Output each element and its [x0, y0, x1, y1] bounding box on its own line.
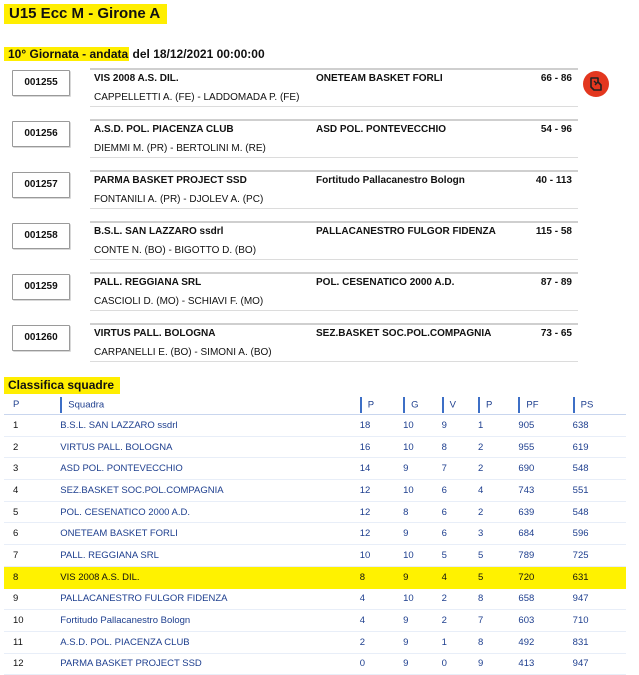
points-for-cell: 639 — [518, 501, 572, 523]
away-team: POL. CESENATICO 2000 A.D. — [316, 277, 455, 288]
divider — [90, 106, 578, 107]
match-item — [12, 119, 578, 157]
table-row — [4, 566, 626, 588]
team-link[interactable]: B.S.L. SAN LAZZARO ssdrl — [60, 415, 359, 437]
losses-cell: 2 — [478, 458, 518, 480]
points-cell: 4 — [360, 610, 403, 632]
points-against-cell: 710 — [573, 610, 626, 632]
divider — [90, 170, 578, 172]
col-points-for: PF — [518, 395, 572, 415]
points-against-cell: 551 — [573, 480, 626, 502]
position-cell: 2 — [4, 436, 60, 458]
points-against-cell: 596 — [573, 523, 626, 545]
home-team: VIRTUS PALL. BOLOGNA — [94, 328, 216, 339]
team-link[interactable]: PARMA BASKET PROJECT SSD — [60, 653, 359, 675]
round-date: del 18/12/2021 00:00:00 — [132, 47, 265, 61]
match-code-button[interactable]: 001260 — [12, 325, 70, 351]
referee-report-icon[interactable] — [583, 71, 609, 97]
wins-cell: 5 — [442, 545, 478, 567]
team-link[interactable]: SEZ.BASKET SOC.POL.COMPAGNIA — [60, 480, 359, 502]
team-link[interactable]: POL. CESENATICO 2000 A.D. — [60, 501, 359, 523]
games-cell: 9 — [403, 653, 441, 675]
divider — [90, 208, 578, 209]
home-team: A.S.D. POL. PIACENZA CLUB — [94, 124, 234, 135]
col-games: G — [403, 395, 441, 415]
points-cell: 4 — [360, 588, 403, 610]
points-against-cell: 619 — [573, 436, 626, 458]
position-cell: 4 — [4, 480, 60, 502]
table-row — [4, 523, 626, 545]
points-against-cell: 548 — [573, 501, 626, 523]
points-for-cell: 684 — [518, 523, 572, 545]
match-item — [12, 221, 578, 259]
match-score: 66 - 86 — [540, 73, 572, 84]
points-for-cell: 658 — [518, 588, 572, 610]
divider — [90, 221, 578, 223]
referees: CASCIOLI D. (MO) - SCHIAVI F. (MO) — [94, 296, 264, 307]
losses-cell: 2 — [478, 501, 518, 523]
losses-cell: 5 — [478, 545, 518, 567]
games-cell: 9 — [403, 631, 441, 653]
points-against-cell: 947 — [573, 653, 626, 675]
position-cell: 1 — [4, 415, 60, 437]
games-cell: 10 — [403, 415, 441, 437]
points-cell: 12 — [360, 501, 403, 523]
table-row — [4, 415, 626, 437]
away-team: Fortitudo Pallacanestro Bologn — [316, 175, 465, 186]
away-team: PALLACANESTRO FULGOR FIDENZA — [316, 226, 496, 237]
wins-cell: 8 — [442, 436, 478, 458]
match-score: 54 - 96 — [540, 124, 572, 135]
points-against-cell: 725 — [573, 545, 626, 567]
position-cell: 12 — [4, 653, 60, 675]
games-cell: 8 — [403, 501, 441, 523]
wins-cell: 7 — [442, 458, 478, 480]
away-team: ASD POL. PONTEVECCHIO — [316, 124, 447, 135]
table-row — [4, 610, 626, 632]
points-for-cell: 720 — [518, 566, 572, 588]
divider — [90, 157, 578, 158]
match-score: 87 - 89 — [540, 277, 572, 288]
points-cell: 10 — [360, 545, 403, 567]
games-cell: 10 — [403, 436, 441, 458]
games-cell: 9 — [403, 523, 441, 545]
table-row — [4, 653, 626, 675]
referees: CARPANELLI E. (BO) - SIMONI A. (BO) — [94, 347, 272, 358]
wins-cell: 1 — [442, 631, 478, 653]
points-for-cell: 789 — [518, 545, 572, 567]
home-team: B.S.L. SAN LAZZARO ssdrl — [94, 226, 224, 237]
match-item — [12, 272, 578, 310]
divider — [90, 68, 578, 70]
match-item — [12, 68, 578, 106]
losses-cell: 8 — [478, 588, 518, 610]
match-score: 40 - 113 — [535, 175, 572, 186]
losses-cell: 9 — [478, 653, 518, 675]
points-cell: 14 — [360, 458, 403, 480]
losses-cell: 8 — [478, 631, 518, 653]
position-cell: 5 — [4, 501, 60, 523]
losses-cell: 7 — [478, 610, 518, 632]
wins-cell: 6 — [442, 480, 478, 502]
table-row — [4, 588, 626, 610]
games-cell: 9 — [403, 566, 441, 588]
referees: CONTE N. (BO) - BIGOTTO D. (BO) — [94, 245, 257, 256]
match-score: 73 - 65 — [540, 328, 572, 339]
points-for-cell: 955 — [518, 436, 572, 458]
points-against-cell: 831 — [573, 631, 626, 653]
standings-header-row — [4, 395, 626, 415]
position-cell: 7 — [4, 545, 60, 567]
round-label: 10° Giornata - andata — [8, 47, 129, 61]
match-code-button[interactable]: 001257 — [12, 172, 70, 198]
match-code-button[interactable]: 001255 — [12, 70, 70, 96]
referees: DIEMMI M. (PR) - BERTOLINI M. (RE) — [94, 143, 266, 154]
divider — [90, 272, 578, 274]
points-cell: 18 — [360, 415, 403, 437]
points-cell: 8 — [360, 566, 403, 588]
col-points: P — [360, 395, 403, 415]
round-header — [4, 46, 265, 63]
team-link[interactable]: PALLACANESTRO FULGOR FIDENZA — [60, 588, 359, 610]
losses-cell: 2 — [478, 436, 518, 458]
points-cell: 2 — [360, 631, 403, 653]
referees: FONTANILI A. (PR) - DJOLEV A. (PC) — [94, 194, 264, 205]
points-cell: 0 — [360, 653, 403, 675]
away-team: ONETEAM BASKET FORLI — [316, 73, 443, 84]
wins-cell: 6 — [442, 501, 478, 523]
points-against-cell: 638 — [573, 415, 626, 437]
games-cell: 10 — [403, 480, 441, 502]
standings-title: Classifica squadre — [4, 377, 120, 394]
team-link[interactable]: PALL. REGGIANA SRL — [60, 545, 359, 567]
referees: CAPPELLETTI A. (FE) - LADDOMADA P. (FE) — [94, 92, 300, 103]
position-cell: 6 — [4, 523, 60, 545]
points-against-cell: 947 — [573, 588, 626, 610]
wins-cell: 6 — [442, 523, 478, 545]
team-link[interactable]: Fortitudo Pallacanestro Bologn — [60, 610, 359, 632]
match-score: 115 - 58 — [535, 226, 572, 237]
away-team: SEZ.BASKET SOC.POL.COMPAGNIA — [316, 328, 492, 339]
losses-cell: 3 — [478, 523, 518, 545]
position-cell: 10 — [4, 610, 60, 632]
col-points-against: PS — [573, 395, 626, 415]
position-cell: 3 — [4, 458, 60, 480]
table-row — [4, 436, 626, 458]
wins-cell: 0 — [442, 653, 478, 675]
position-cell: 8 — [4, 566, 60, 588]
match-code-button[interactable]: 001258 — [12, 223, 70, 249]
match-code-button[interactable]: 001256 — [12, 121, 70, 147]
position-cell: 9 — [4, 588, 60, 610]
team-link[interactable]: VIRTUS PALL. BOLOGNA — [60, 436, 359, 458]
games-cell: 10 — [403, 588, 441, 610]
table-row — [4, 545, 626, 567]
points-for-cell: 905 — [518, 415, 572, 437]
losses-cell: 5 — [478, 566, 518, 588]
team-link[interactable]: ONETEAM BASKET FORLI — [60, 523, 359, 545]
home-team: PALL. REGGIANA SRL — [94, 277, 202, 288]
divider — [90, 323, 578, 325]
match-code-button[interactable]: 001259 — [12, 274, 70, 300]
losses-cell: 4 — [478, 480, 518, 502]
points-cell: 12 — [360, 523, 403, 545]
points-against-cell: 548 — [573, 458, 626, 480]
table-row — [4, 480, 626, 502]
team-link[interactable]: A.S.D. POL. PIACENZA CLUB — [60, 631, 359, 653]
col-losses: P — [478, 395, 518, 415]
wins-cell: 2 — [442, 610, 478, 632]
divider — [90, 310, 578, 311]
standings-table — [4, 395, 626, 675]
wins-cell: 9 — [442, 415, 478, 437]
team-link[interactable]: ASD POL. PONTEVECCHIO — [60, 458, 359, 480]
divider — [90, 361, 578, 362]
points-for-cell: 492 — [518, 631, 572, 653]
points-for-cell: 413 — [518, 653, 572, 675]
match-item — [12, 170, 578, 208]
table-row — [4, 501, 626, 523]
page-title: U15 Ecc M - Girone A — [4, 4, 167, 24]
home-team: PARMA BASKET PROJECT SSD — [94, 175, 247, 186]
table-row — [4, 458, 626, 480]
games-cell: 10 — [403, 545, 441, 567]
points-for-cell: 743 — [518, 480, 572, 502]
col-position: P — [4, 395, 60, 415]
home-team: VIS 2008 A.S. DIL. — [94, 73, 179, 84]
match-item — [12, 323, 578, 361]
games-cell: 9 — [403, 610, 441, 632]
wins-cell: 2 — [442, 588, 478, 610]
games-cell: 9 — [403, 458, 441, 480]
col-team: Squadra — [60, 395, 359, 415]
divider — [90, 119, 578, 121]
divider — [90, 259, 578, 260]
points-cell: 12 — [360, 480, 403, 502]
wins-cell: 4 — [442, 566, 478, 588]
losses-cell: 1 — [478, 415, 518, 437]
points-for-cell: 690 — [518, 458, 572, 480]
team-link[interactable]: VIS 2008 A.S. DIL. — [60, 566, 359, 588]
points-cell: 16 — [360, 436, 403, 458]
points-for-cell: 603 — [518, 610, 572, 632]
col-wins: V — [442, 395, 478, 415]
points-against-cell: 631 — [573, 566, 626, 588]
table-row — [4, 631, 626, 653]
position-cell: 11 — [4, 631, 60, 653]
